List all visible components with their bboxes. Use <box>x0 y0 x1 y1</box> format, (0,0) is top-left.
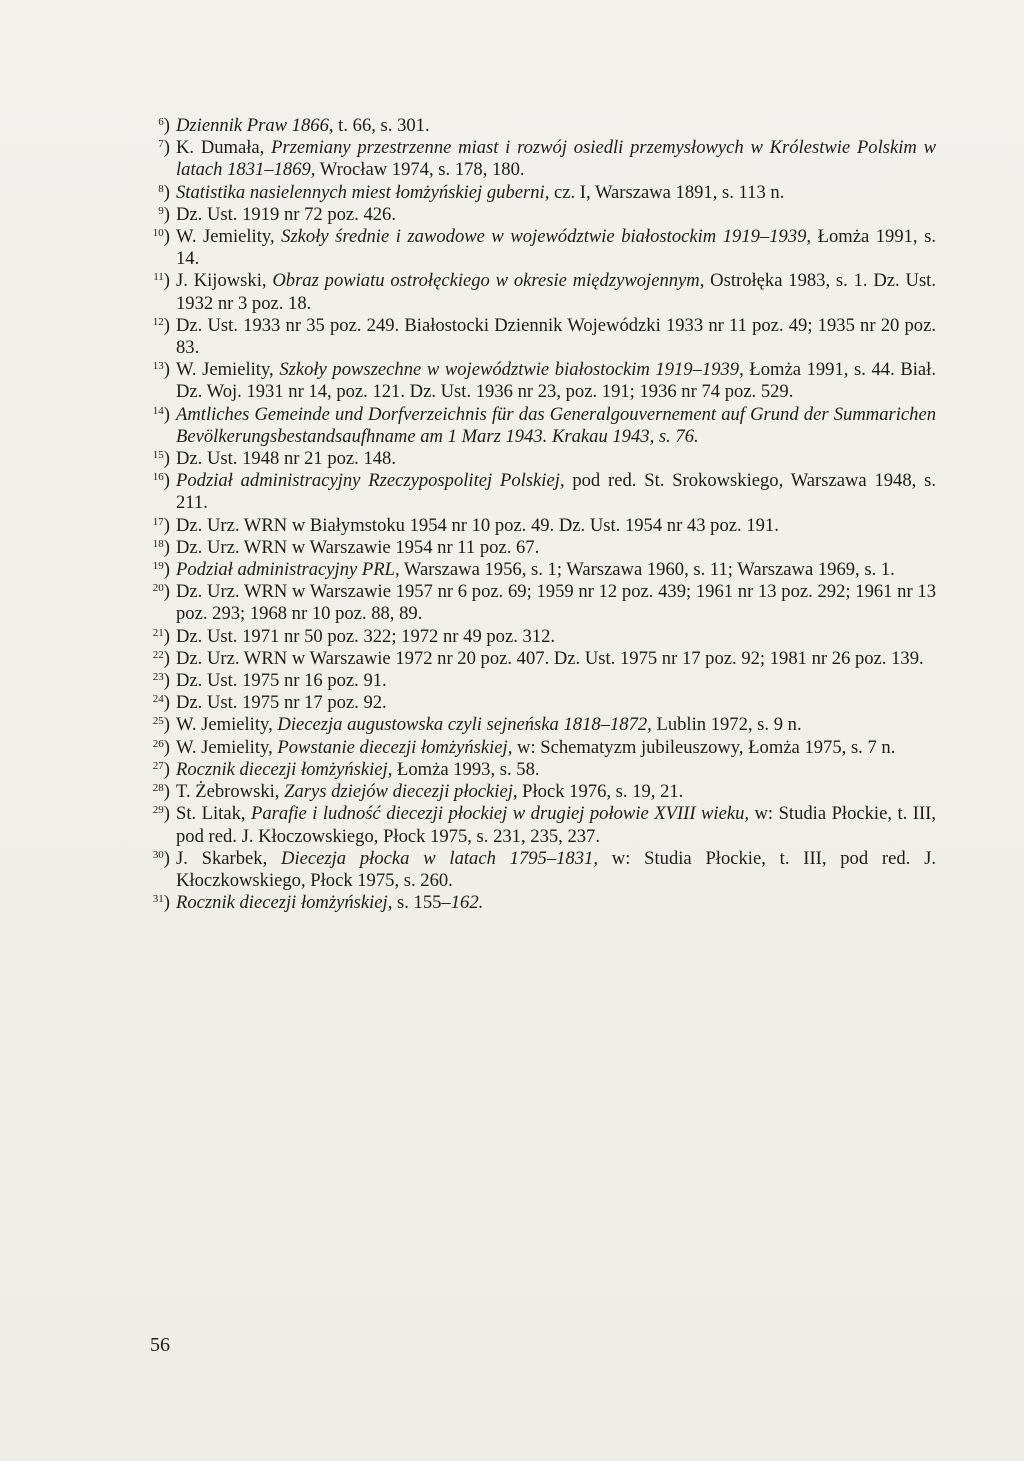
footnote <box>136 537 936 559</box>
footnote-text <box>176 515 936 537</box>
footnote-number: $^{17}$) <box>152 514 170 536</box>
footnote-text <box>176 781 936 803</box>
footnote-number: $^{22}$) <box>152 647 170 669</box>
footnote-title-italic: 162. <box>450 892 484 914</box>
footnote-text-segment: Ostrołęka 1983, s. 1. Dz. Ust. 1932 nr 3 poz. 18. <box>176 270 936 314</box>
footnote-number: $^{11}$) <box>153 270 170 292</box>
footnote-text <box>176 648 936 670</box>
footnote-marker: 7 <box>158 138 164 151</box>
footnote-text <box>176 404 936 448</box>
footnote-title-italic: Podział administracyjny Rzeczypospolitej Polskiej, <box>176 470 565 492</box>
footnote-number: $^6$) <box>158 115 170 136</box>
footnote-number: $^{24}$) <box>152 692 170 714</box>
footnote-text <box>176 204 936 226</box>
footnote-number: $^{18}$) <box>152 536 170 558</box>
footnote-marker: 18 <box>152 537 164 550</box>
footnote-title-italic: Przemiany przestrzenne miast i rozwój osiedli przemysłowych w Królestwie Polskim w latach 1831–1869, <box>176 137 936 181</box>
footnote-number: $^9$) <box>158 203 170 225</box>
footnote-number: $^{13}$) <box>152 359 170 381</box>
footnote-text <box>176 270 936 314</box>
footnote-text-segment: cz. I, Warszawa 1891, s. 113 n. <box>549 181 785 203</box>
page-number: 56 <box>150 1334 170 1356</box>
footnote <box>136 226 936 270</box>
footnote <box>136 359 936 403</box>
footnote-text-segment: W. Jemielity, <box>176 226 282 248</box>
footnote-title-italic: Rocznik diecezji łomżyńskiej, <box>176 892 393 914</box>
footnote-marker: 10 <box>152 227 164 240</box>
footnote-number: $^{12}$) <box>152 314 170 336</box>
footnote-number: $^{10}$) <box>152 226 170 248</box>
footnote-text-segment: Łomża 1991, s. 44. Biał. Dz. Woj. 1931 nr 14, poz. 121. Dz. Ust. 1936 nr 23, poz. 191; 1936 nr 74 poz. 529. <box>176 359 936 403</box>
footnote-text <box>176 848 936 892</box>
footnote-number: $^{20}$) <box>152 581 170 603</box>
footnote-marker: 24 <box>152 693 164 706</box>
footnote-text <box>176 714 936 736</box>
footnote-marker: 20 <box>152 582 164 595</box>
footnote-text <box>176 803 936 847</box>
footnote-marker: 16 <box>152 471 164 484</box>
footnote-marker: 6 <box>158 116 164 128</box>
footnote <box>136 581 936 625</box>
footnote <box>136 759 936 781</box>
footnote-title-italic: Statistika nasielennych miest łomżyńskiej guberni, <box>176 181 550 203</box>
footnote-marker: 26 <box>152 737 164 750</box>
footnote <box>136 448 936 470</box>
footnote-number: $^{30}$) <box>152 847 170 869</box>
footnote-marker: 30 <box>152 848 164 861</box>
footnote <box>136 182 936 204</box>
footnote-text-segment: Łomża 1991, s. 14. <box>176 226 936 270</box>
footnote <box>136 470 936 514</box>
footnote-text <box>176 692 936 714</box>
footnote-title-italic: Amtliches Gemeinde und Dorfverzeichnis für das Generalgouvernement auf Grund der Summarichen Bevölkerungsbestandsaufhname am 1 Marz 1943. Krakau 1943, s. 76. <box>176 403 936 447</box>
footnote <box>136 714 936 736</box>
footnote-title-italic: Rocznik diecezji łomżyńskiej, <box>176 758 393 780</box>
footnote-marker: 12 <box>152 315 164 328</box>
footnote-text <box>176 359 936 403</box>
footnote-number: $^{26}$) <box>152 736 170 758</box>
footnote-marker: 27 <box>152 759 164 772</box>
footnote-text <box>176 115 936 137</box>
footnote-text-segment: W. Jemielity, <box>176 736 278 758</box>
footnote <box>136 270 936 314</box>
footnote-text <box>176 537 936 559</box>
footnote-text-segment: W. Jemielity, <box>176 714 278 736</box>
footnote-text-segment: w: Studia Płockie, t. III, pod red. J. Kłoczkowskiego, Płock 1975, s. 260. <box>176 847 936 891</box>
footnote <box>136 803 936 847</box>
footnote-number: $^{25}$) <box>152 714 170 736</box>
footnote-text <box>176 470 936 514</box>
footnote-text-segment: w: Studia Płockie, t. III, pod red. J. Kłoczowskiego, Płock 1975, s. 231, 235, 237. <box>176 803 936 847</box>
footnote-number: $^{15}$) <box>152 448 170 470</box>
footnote-text-segment: Dz. Urz. WRN w Białymstoku 1954 nr 10 poz. 49. Dz. Ust. 1954 nr 43 poz. 191. <box>176 514 779 536</box>
footnote <box>136 559 936 581</box>
footnote-text-segment: T. Żebrowski, <box>176 781 285 803</box>
footnote-title-italic: Powstanie diecezji łomżyńskiej, <box>277 736 513 758</box>
footnote-marker: 19 <box>152 560 164 573</box>
footnote-text <box>176 581 936 625</box>
footnote-marker: 22 <box>152 648 164 661</box>
footnote-text-segment: J. Kijowski, <box>176 270 273 292</box>
footnote-text-segment: pod red. St. Srokowskiego, Warszawa 1948, s. 211. <box>176 470 936 514</box>
footnote-text-segment: s. 155– <box>392 892 451 914</box>
footnote-number: $^7$) <box>158 137 170 159</box>
footnote-text <box>176 182 936 204</box>
footnote-text <box>176 737 936 759</box>
footnote-number: $^{31}$) <box>152 892 170 914</box>
footnote-text-segment: J. Skarbek, <box>176 847 282 869</box>
footnote-text-segment: Dz. Urz. WRN w Warszawie 1972 nr 20 poz. 407. Dz. Ust. 1975 nr 17 poz. 92; 1981 nr 26 poz. 139. <box>176 647 924 669</box>
footnote-title-italic: Zarys dziejów diecezji płockiej, <box>284 781 518 803</box>
footnote-marker: 31 <box>152 893 164 906</box>
footnote-marker: 14 <box>152 404 164 417</box>
footnote-marker: 29 <box>152 804 164 817</box>
footnote-title-italic: Parafie i ludność diecezji płockiej w drugiej połowie XVIII wieku, <box>251 803 750 825</box>
footnote-text-segment: Łomża 1993, s. 58. <box>392 758 540 780</box>
footnote-text-segment: Dz. Ust. 1933 nr 35 poz. 249. Białostocki Dziennik Wojewódzki 1933 nr 11 poz. 49; 1935 nr 20 poz. 83. <box>176 314 936 359</box>
footnote <box>136 137 936 181</box>
footnote-title-italic: Podział administracyjny PRL, <box>176 559 400 581</box>
footnote-marker: 13 <box>152 360 164 373</box>
footnote-marker: 25 <box>152 715 164 728</box>
footnote-number: $^{16}$) <box>152 470 170 492</box>
footnote-text-segment: Dz. Urz. WRN w Warszawie 1954 nr 11 poz. 67. <box>176 536 540 558</box>
footnote-marker: 11 <box>153 271 164 284</box>
footnote <box>136 781 936 803</box>
footnote-text-segment: Dz. Ust. 1975 nr 17 poz. 92. <box>176 692 387 714</box>
footnote-title-italic: Szkoły średnie i zawodowe w województwie białostockim 1919–1939, <box>281 226 812 248</box>
footnote-title-italic: Dziennik Praw 1866, <box>176 115 334 136</box>
footnote-text-segment: St. Litak, <box>176 803 251 825</box>
footnote-text-segment: Wrocław 1974, s. 178, 180. <box>315 159 525 181</box>
footnote-title-italic: Diecezja płocka w latach 1795–1831, <box>281 847 598 869</box>
footnote-marker: 17 <box>152 515 164 528</box>
footnote-text-segment: Dz. Ust. 1971 nr 50 poz. 322; 1972 nr 49 poz. 312. <box>176 625 556 647</box>
footnotes-list <box>136 115 936 914</box>
footnote-text-segment: K. Dumała, <box>176 137 272 159</box>
footnote-text-segment: W. Jemielity, <box>176 359 280 381</box>
footnote-marker: 21 <box>152 626 164 639</box>
footnote-text <box>176 559 936 581</box>
footnote-text-segment: Dz. Ust. 1948 nr 21 poz. 148. <box>176 448 397 470</box>
footnote <box>136 626 936 648</box>
footnote-text-segment: t. 66, s. 301. <box>333 115 430 136</box>
footnote <box>136 204 936 226</box>
footnote <box>136 648 936 670</box>
footnote-text-segment: Dz. Ust. 1919 nr 72 poz. 426. <box>176 203 397 225</box>
footnote-text <box>176 626 936 648</box>
footnote <box>136 892 936 914</box>
footnote-title-italic: Szkoły powszechne w województwie białostockim 1919–1939, <box>279 359 744 381</box>
footnote <box>136 315 936 359</box>
footnote <box>136 115 936 137</box>
footnote-marker: 15 <box>152 449 164 462</box>
footnote <box>136 404 936 448</box>
footnote-number: $^{29}$) <box>152 803 170 825</box>
footnote <box>136 515 936 537</box>
footnote-title-italic: Obraz powiatu ostrołęckiego w okresie międzywojennym, <box>272 270 705 292</box>
footnote-marker: 9 <box>158 204 164 217</box>
footnote-text <box>176 226 936 270</box>
footnote-text-segment: Warszawa 1956, s. 1; Warszawa 1960, s. 11; Warszawa 1969, s. 1. <box>399 559 895 581</box>
footnote-text <box>176 137 936 181</box>
footnote-number: $^{28}$) <box>152 781 170 803</box>
footnote-text <box>176 670 936 692</box>
footnote-text-segment: Lublin 1972, s. 9 n. <box>651 714 802 736</box>
footnote <box>136 692 936 714</box>
footnote-number: $^{19}$) <box>152 559 170 581</box>
footnote-marker: 28 <box>152 782 164 795</box>
footnote-title-italic: Diecezja augustowska czyli sejneńska 1818–1872, <box>277 714 652 736</box>
footnote-text-segment: Dz. Urz. WRN w Warszawie 1957 nr 6 poz. 69; 1959 nr 12 poz. 439; 1961 nr 13 poz. 292; 1961 nr 13 poz. 293; 1968 nr 10 poz. 88, 89. <box>176 581 936 625</box>
footnote-number: $^8$) <box>158 181 170 203</box>
footnote-text <box>176 759 936 781</box>
footnote-marker: 8 <box>158 182 164 195</box>
footnote-text <box>176 892 936 914</box>
footnote-number: $^{14}$) <box>152 403 170 425</box>
footnote-text-segment: w: Schematyzm jubileuszowy, Łomża 1975, s. 7 n. <box>512 736 896 758</box>
footnote <box>136 670 936 692</box>
footnote-text <box>176 315 936 359</box>
footnote-number: $^{27}$) <box>152 758 170 780</box>
footnote <box>136 848 936 892</box>
footnote-text-segment: Płock 1976, s. 19, 21. <box>517 781 684 803</box>
footnote <box>136 737 936 759</box>
footnote-marker: 23 <box>152 671 164 684</box>
footnote-text <box>176 448 936 470</box>
footnote-text-segment: Dz. Ust. 1975 nr 16 poz. 91. <box>176 670 387 692</box>
footnote-number: $^{21}$) <box>152 625 170 647</box>
footnote-number: $^{23}$) <box>152 670 170 692</box>
